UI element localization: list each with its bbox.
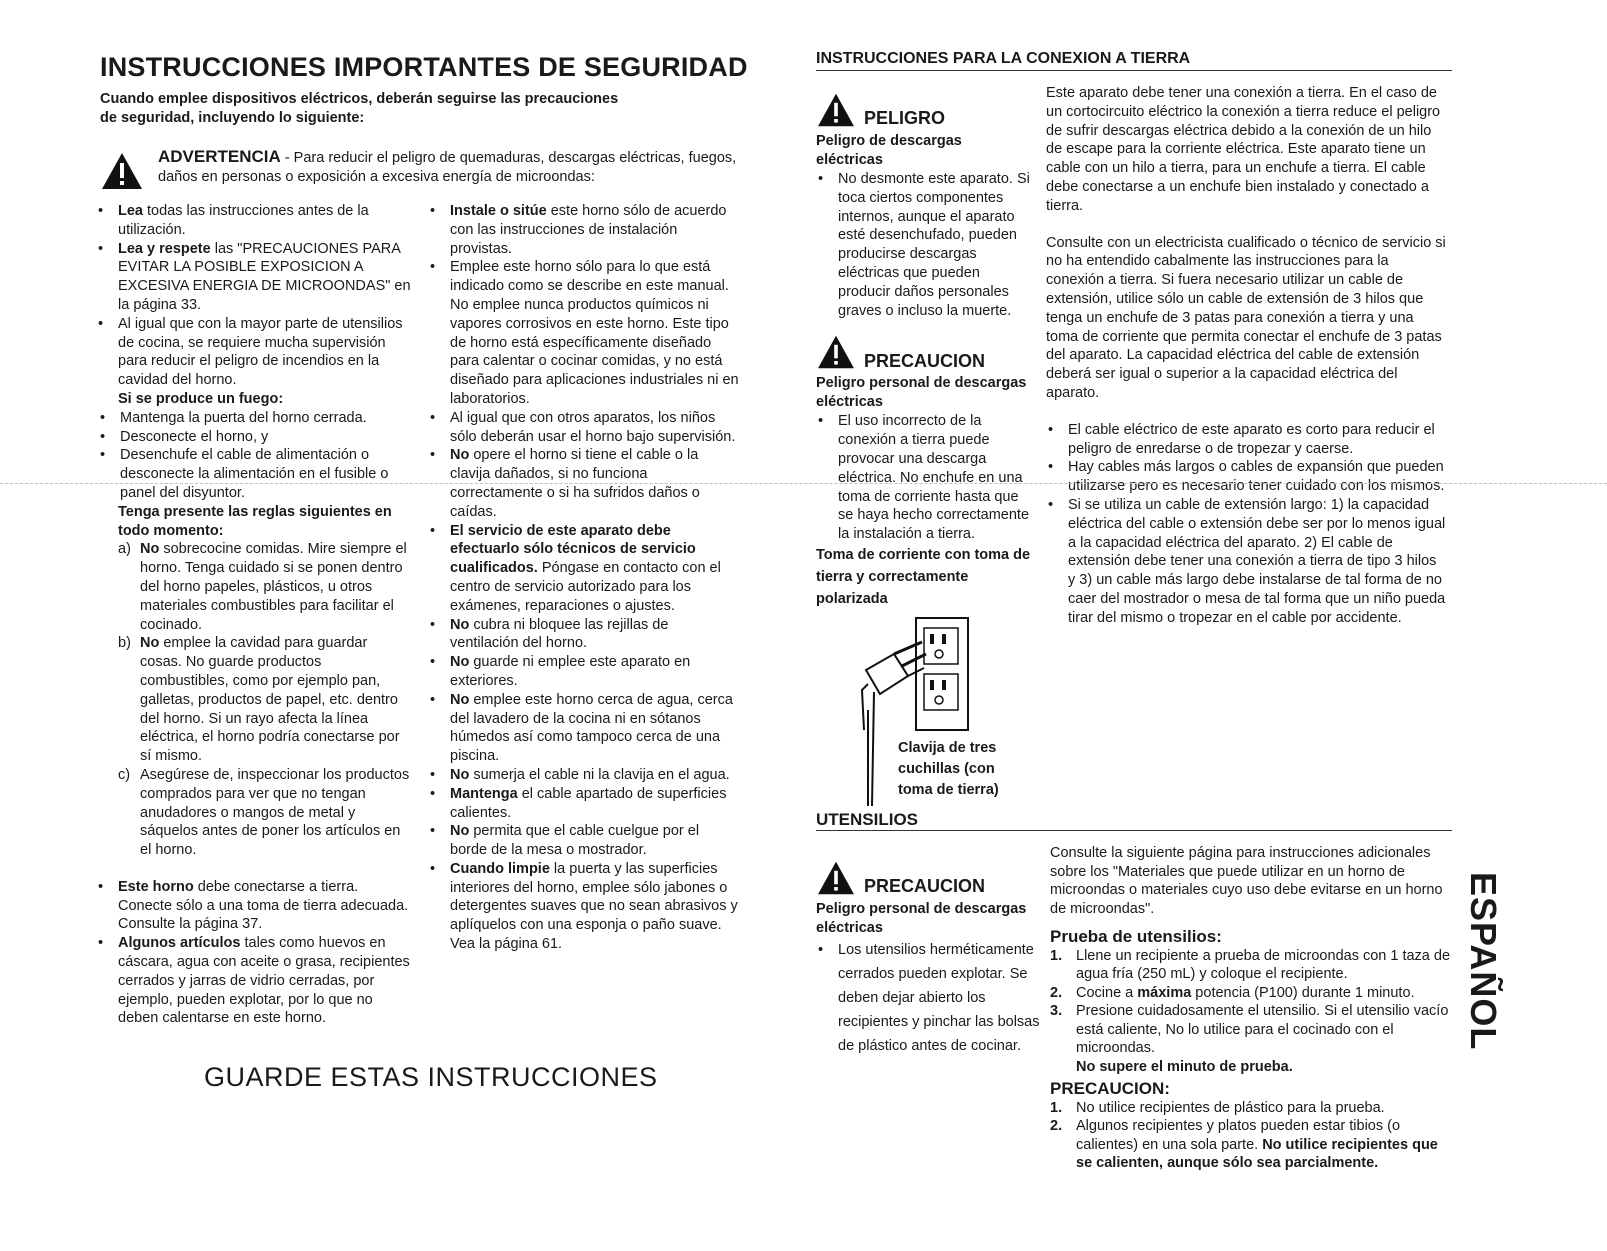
caution-heading: PRECAUCION [816,334,1031,370]
grounding-title: INSTRUCCIONES PARA LA CONEXION A TIERRA [816,50,1191,67]
list-item: • El servicio de este aparato debe efectuarlo sólo técnicos de servicio cualificados. Póngase en contacto con el centro de servicio autorizado para los exámenes, reparaciones o ajustes. [428,522,740,616]
list-item: 2. Algunos recipientes y platos pueden estar tibios (o calientes) en una sola parte. No utilice recipientes que se calienten, aunque sólo sea parcialmente. [1050,1118,1438,1171]
utensils-heading: UTENSILIOS [816,810,919,829]
list-item: • No opere el horno si tiene el cable o la clavija dañados, si no funciona correctamente o si ha sufridos daños o caídas. [428,446,740,521]
warning-triangle-icon [816,334,856,370]
list-item: • No desmonte este aparato. Si toca ciertos componentes internos, aunque el aparato esté desenchufado, pueden producirse descargas eléctricas que pueden producir daños personales graves o incluso la muerte. [816,170,1031,320]
list-item: • Mantenga la puerta del horno cerrada. [96,409,411,428]
warning-triangle-icon [816,860,856,896]
list-item: a) No sobrecocine comidas. Mire siempre el horno. Tenga cuidado si se ponen dentro del horno papeles, plásticos, u otros materiales combustibles para facilitar el cocinado. [118,541,407,633]
list-item: • El uso incorrecto de la conexión a tierra puede provocar una descarga eléctrica. No enchufe en una toma de corriente hasta que se haya hecho correctamente la instalación a tierra. [816,412,1031,544]
test-steps [1050,947,1454,1077]
list-item: • Instale o sitúe este horno sólo de acuerdo con las instrucciones de instalación provistas. [428,202,740,258]
caution-subheading: Peligro personal de descargas eléctricas [816,375,1027,411]
divider [816,70,1452,71]
list-item: • Hay cables más largos o cables de expansión que pueden utilizarse pero es necesario tener cuidado con los mismos. [1046,458,1446,496]
list-item: • Los utensilios herméticamente cerrados pueden explotar. Se deben dejar abierto los recipientes y pinchar las bolsas de plástico antes de cocinar. [816,938,1041,1058]
utensils-caution [816,860,1041,1058]
caution-subheading: PRECAUCION: [1050,1079,1170,1098]
test-heading: Prueba de utensilios: [1050,927,1222,946]
danger-heading: PELIGRO [816,92,1031,128]
caution-subheading: Peligro personal de descargas eléctricas [816,901,1027,936]
grounding-text-column [1046,84,1446,628]
list-item: 2. Cocine a máxima potencia (P100) durante 1 minuto. [1050,984,1415,1001]
warning-heading: ADVERTENCIA [158,147,281,166]
divider [816,830,1452,831]
caution-heading: PRECAUCION [816,860,1041,896]
caution-steps [1050,1099,1454,1173]
list-item: • Este horno debe conectarse a tierra. Conecte sólo a una toma de tierra adecuada. Consulte la página 37. [96,878,411,934]
utensils-text-column [1050,844,1454,1173]
list-item: 1. Llene un recipiente a prueba de microondas con 1 taza de agua fría (250 mL) y coloque el recipiente. [1050,947,1451,982]
list-item: 3. Presione cuidadosamente el utensilio. Si el utensilio vacío está caliente, No lo utilice para el cocinado con el microondas. No supere el minuto de prueba. [1050,1003,1449,1075]
list-item: • Desconecte el horno, y [96,428,411,447]
list-item: • Algunos artículos tales como huevos en cáscara, agua con aceite o grasa, recipientes cerrados y jarras de vidrio cerradas, por ejemplo, pueden explotar, por lo que no deben calentarse en este horno. [96,934,411,1028]
list-item: • Emplee este horno sólo para lo que está indicado como se describe en este manual. No emplee nunca productos químicos ni vapores corrosivos en este horno. Este tipo de horno está específicamente diseñado para calentar o cocinar comidas, y no está diseñado para aplicaciones industriales ni en laboratorios. [428,258,740,408]
left-column-2 [428,202,740,954]
scan-fold-line [0,483,1607,484]
language-tab: ESPAÑOL [1463,872,1504,1051]
warning-body: - Para reducir el peligro de quemaduras, descargas eléctricas, fuegos, daños en personas o exposición a excesiva energía de microondas: [158,150,737,185]
fire-heading: Si se produce un fuego: [118,390,284,407]
list-item: • El cable eléctrico de este aparato es corto para reducir el peligro de enredarse o de tropezar y caerse. [1046,421,1446,459]
intro-text: Cuando emplee dispositivos eléctricos, deberán seguirse las precauciones de seguridad, incluyendo lo siguiente: [100,91,619,126]
rules-list [96,540,411,860]
list-item: • No permita que el cable cuelgue por el borde de la mesa o mostrador. [428,822,740,860]
danger-column [816,92,1031,610]
list-item: • Si se utiliza un cable de extensión largo: 1) la capacidad eléctrica del cable o extensión debe ser por lo menos igual a la capacidad eléctrica del aparato. 2) El cable de extensión debe tener una conexión a tierra de tipo 3 hilos y 3) un cable más largo debe instalarse de tal forma de no caer del mostrador o mesa de tal forma que un niño pueda tirar del mismo o tropezar en el cable por accidente. [1046,496,1446,628]
list-item: • Lea todas las instrucciones antes de la utilización. [96,202,411,240]
outlet-caption: Toma de corriente con toma de tierra y correctamente polarizada [816,546,1031,607]
page-title: INSTRUCCIONES IMPORTANTES DE SEGURIDAD [100,52,748,82]
plug-caption: Clavija de tres cuchillas (con toma de tierra) [898,740,999,798]
list-item: • No emplee este horno cerca de agua, cerca del lavadero de la cocina ni en sótanos húmedos así como tampoco cerca de una piscina. [428,691,740,766]
list-item: • No guarde ni emplee este aparato en exteriores. [428,653,740,691]
list-item: • Al igual que con la mayor parte de utensilios de cocina, se requiere mucha supervisión para reducir el peligro de incendios en la cavidad del horno. Si se produce un fuego: • Mantenga la puerta del horno cerrada. • Desconecte el horno, y • Desenchufe el cable de alimentación o desconecte la alimentación en el fusible o panel del disyuntor. Tenga presente las reglas siguientes en todo momento: [96,315,411,541]
list-item: • Al igual que con otros aparatos, los niños sólo deberán usar el horno bajo supervisión. [428,409,740,447]
list-item: • Desenchufe el cable de alimentación o desconecte la alimentación en el fusible o panel del disyuntor. [96,446,411,502]
paragraph: Este aparato debe tener una conexión a tierra. En el caso de un cortocircuito eléctrico la conexión a tierra reduce el peligro de sufrir descargas eléctrica debido a la conexión de un hilo de escape para la corriente eléctrica. Este aparato tiene un cable con un hilo a tierra, para un enchufe a tierra. El cable debe conectarse a un enchufe bien instalado y conectado a tierra. [1046,85,1441,214]
warning-triangle-icon [816,92,856,128]
rules-heading: Tenga presente las reglas siguientes en todo momento: [118,503,392,539]
save-instructions-heading: GUARDE ESTAS INSTRUCCIONES [204,1062,658,1092]
list-item: 1. No utilice recipientes de plástico para la prueba. [1050,1099,1385,1116]
left-column-1 [96,202,411,1028]
list-item: • Lea y respete las "PRECAUCIONES PARA EVITAR LA POSIBLE EXPOSICION A EXCESIVA ENERGIA DE MICROONDAS" en la página 33. [96,240,411,315]
list-item: • Mantenga el cable apartado de superficies calientes. [428,785,740,823]
list-item: • Cuando limpie la puerta y las superficies interiores del horno, emplee sólo jabones o detergentes suaves que no sean abrasivos y aplíquelos con una esponja o paño suave. Vea la página 61. [428,860,740,954]
list-item: c) Asegúrese de, inspeccionar los productos comprados para ver que no tengan anudadores o mangos de metal y sáquelos antes de poner los artículos en el horno. [118,766,410,859]
warning-triangle-icon [100,151,144,191]
list-item: • No sumerja el cable ni la clavija en el agua. [428,766,740,785]
list-item: • No cubra ni bloquee las rejillas de ventilación del horno. [428,616,740,654]
warning-text [158,147,740,187]
list-item: b) No emplee la cavidad para guardar cosas. No guarde productos combustibles, como por ejemplo pan, galletas, productos de papel, etc. dentro del horno. Si un rayo afecta la línea eléctrica, el horno podría conectarse por sí mismo. [118,635,400,765]
paragraph: Consulte la siguiente página para instrucciones adicionales sobre los "Materiales que puede utilizar en un horno de microondas o materiales cuyo uso debe evitarse en un horno de microondas". [1050,845,1443,917]
danger-subheading: Peligro de descargas eléctricas [816,133,962,168]
warning-box [100,147,740,187]
paragraph: Consulte con un electricista cualificado o técnico de servicio si no ha entendido cabalmente las instrucciones para la conexión a tierra. Si fuera necesario utilizar un cable de extensión, utilice sólo un cable de extensión de 3 hilos que tenga un enchufe de 3 patas para conexión a tierra y una toma de corriente que permita conectar el enchufe de 3 patas del aparato. La capacidad eléctrica del cable de extensión deberá ser igual o superior a la capacidad eléctrica del aparato. [1046,234,1446,401]
